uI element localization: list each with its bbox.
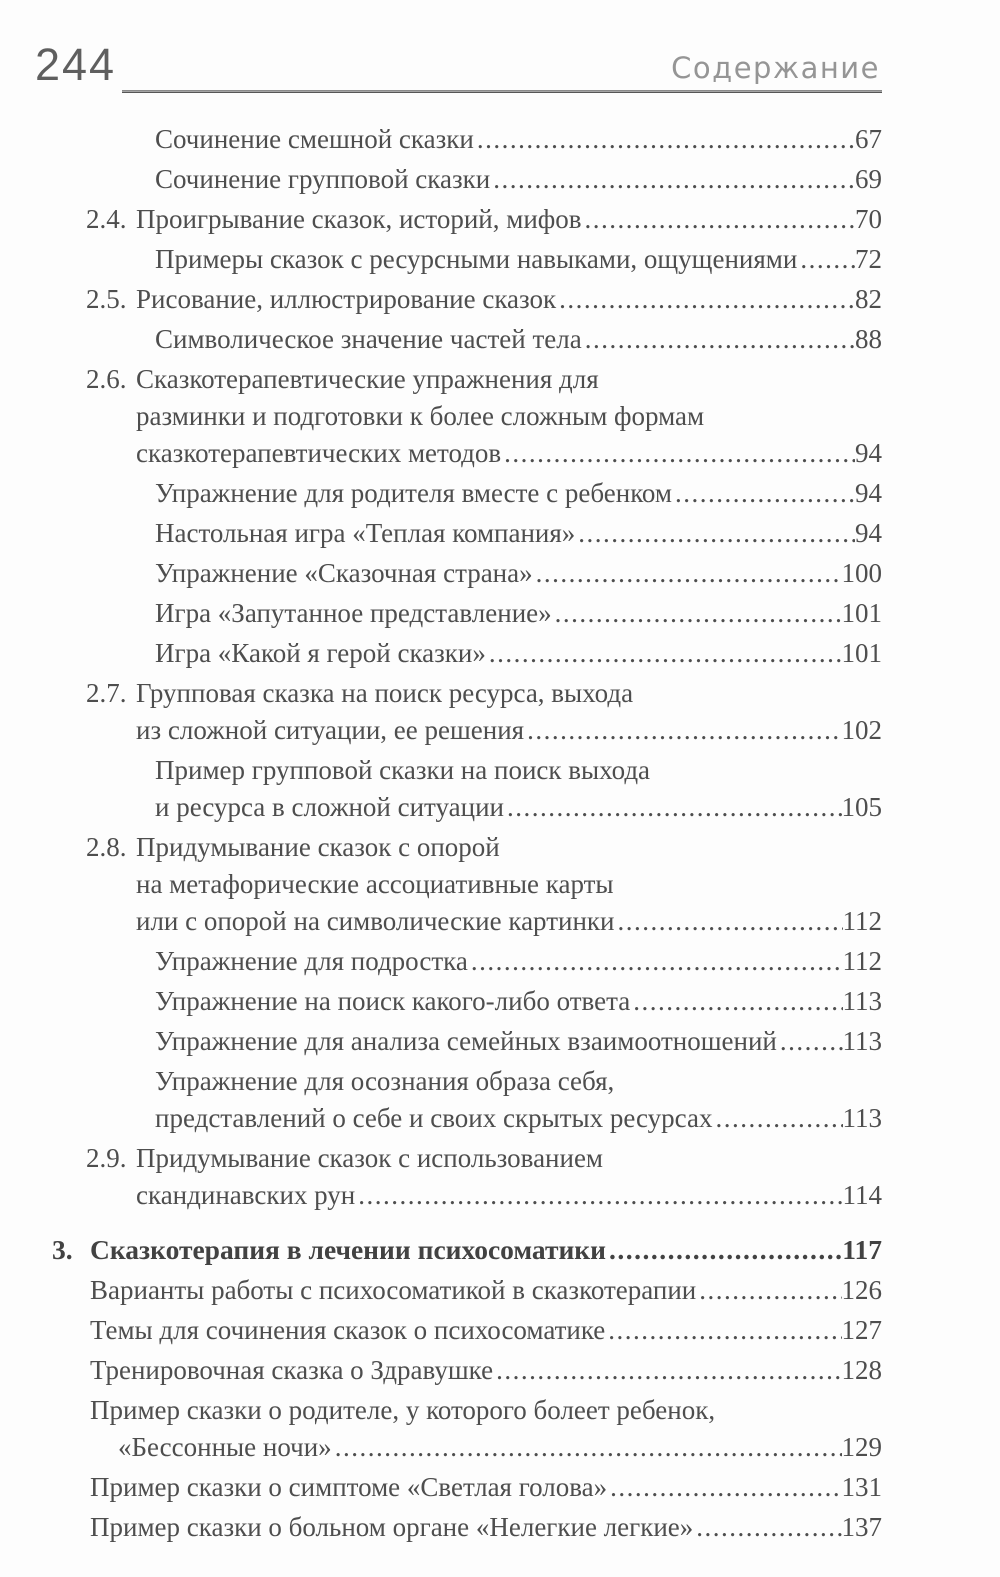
entry-title: Сочинение смешной сказки <box>155 124 474 154</box>
entry-title: Придумывание сказок с опорой <box>136 832 500 862</box>
entry-title: Упражнение для анализа семейных взаимоотношений <box>155 1026 777 1056</box>
toc-entry <box>0 1312 882 1349</box>
dot-leader <box>797 241 855 278</box>
dot-leader <box>524 712 841 749</box>
toc-line <box>0 321 882 358</box>
toc-entry <box>0 555 882 592</box>
dot-leader <box>696 1272 841 1309</box>
entry-number: 2.5. <box>86 284 127 314</box>
page-ref: 126 <box>841 1275 882 1305</box>
page-ref: 69 <box>855 164 882 194</box>
entry-title: Упражнение на поиск какого-либо ответа <box>155 986 631 1016</box>
dot-leader <box>493 1352 841 1389</box>
dot-leader <box>355 1177 842 1214</box>
dot-leader <box>606 1231 842 1268</box>
dot-leader <box>630 983 842 1020</box>
entry-title: Темы для сочинения сказок о психосоматике <box>90 1315 606 1345</box>
page-ref: 94 <box>855 478 882 508</box>
dot-leader <box>582 321 855 358</box>
entry-title: разминки и подготовки к более сложным формам <box>136 401 705 431</box>
toc-line <box>0 1352 882 1389</box>
page-ref: 70 <box>855 204 882 234</box>
toc-line <box>0 241 882 278</box>
entry-title: Пример сказки о родителе, у которого болеет ребенок, <box>90 1395 716 1425</box>
dot-leader <box>468 943 843 980</box>
toc-line <box>0 1100 882 1137</box>
page-number: 244 <box>35 39 117 90</box>
page-ref: 101 <box>841 638 882 668</box>
dot-leader <box>607 1469 841 1506</box>
toc-entry <box>0 1469 882 1506</box>
page-ref: 131 <box>841 1472 882 1502</box>
dot-leader <box>712 1100 842 1137</box>
page-ref: 129 <box>841 1432 882 1462</box>
toc-line <box>0 435 882 472</box>
toc-entry <box>0 1392 882 1466</box>
entry-title: Групповая сказка на поиск ресурса, выхода <box>136 678 634 708</box>
entry-title: представлений о себе и своих скрытых ресурсах <box>155 1103 713 1133</box>
entry-title: Варианты работы с психосоматикой в сказкотерапии <box>90 1275 697 1305</box>
toc-line <box>0 555 882 592</box>
dot-leader <box>332 1429 842 1466</box>
toc-line <box>0 712 882 749</box>
toc-entry <box>0 321 882 358</box>
toc-entry <box>0 475 882 512</box>
page-ref: 94 <box>855 438 882 468</box>
entry-title: Упражнение для осознания образа себя, <box>155 1066 615 1096</box>
toc-line <box>0 201 882 238</box>
toc-line <box>0 281 882 318</box>
entry-title: Примеры сказок с ресурсными навыками, ощущениями <box>155 244 798 274</box>
page-ref: 117 <box>842 1234 882 1265</box>
toc-entry <box>0 752 882 826</box>
page-ref: 112 <box>842 946 882 976</box>
toc-entry <box>0 1140 882 1214</box>
entry-title: из сложной ситуации, ее решения <box>136 715 525 745</box>
page-ref: 94 <box>855 518 882 548</box>
page-ref: 114 <box>842 1180 882 1210</box>
toc-line <box>0 943 882 980</box>
header-rule <box>122 90 882 93</box>
toc-entry <box>0 943 882 980</box>
entry-title: Пример сказки о больном органе «Нелегкие легкие» <box>90 1512 694 1542</box>
dot-leader <box>672 475 855 512</box>
toc-line <box>0 515 882 552</box>
page-ref: 100 <box>841 558 882 588</box>
entry-title: Придумывание сказок с использованием <box>136 1143 604 1173</box>
toc-entry <box>0 161 882 198</box>
toc-entry <box>0 201 882 238</box>
entry-title: Сказкотерапия в лечении психосоматики <box>90 1234 607 1265</box>
page-ref: 72 <box>855 244 882 274</box>
toc-entry <box>0 121 882 158</box>
entry-number: 2.7. <box>86 678 127 708</box>
page-ref: 105 <box>841 792 882 822</box>
toc-entry <box>0 635 882 672</box>
page-ref: 82 <box>855 284 882 314</box>
toc-line <box>0 361 882 398</box>
toc-line <box>0 635 882 672</box>
toc-line <box>0 983 882 1020</box>
toc-line <box>0 866 882 903</box>
entry-title: Игра «Запутанное представление» <box>155 598 552 628</box>
entry-number: 2.8. <box>86 832 127 862</box>
dot-leader <box>605 1312 841 1349</box>
dot-leader <box>582 201 855 238</box>
toc-line <box>0 1140 882 1177</box>
entry-title: Упражнение для подростка <box>155 946 468 976</box>
entry-number: 3. <box>52 1234 73 1265</box>
entry-number: 2.9. <box>86 1143 127 1173</box>
toc-entry <box>0 675 882 749</box>
toc-line <box>0 1063 882 1100</box>
entry-number: 2.6. <box>86 364 127 394</box>
page-ref: 113 <box>842 1026 882 1056</box>
dot-leader <box>556 281 855 318</box>
dot-leader <box>501 435 855 472</box>
toc-entry <box>0 1272 882 1309</box>
toc-line <box>0 829 882 866</box>
page-ref: 101 <box>841 598 882 628</box>
entry-title: Пример групповой сказки на поиск выхода <box>155 755 651 785</box>
dot-leader <box>777 1023 843 1060</box>
entry-title: Пример сказки о симптоме «Светлая голова» <box>90 1472 608 1502</box>
dot-leader <box>486 635 842 672</box>
page-ref: 88 <box>855 324 882 354</box>
toc-line <box>0 1469 882 1506</box>
entry-title: Символическое значение частей тела <box>155 324 582 354</box>
entry-number: 2.4. <box>86 204 127 234</box>
toc-entry <box>0 595 882 632</box>
toc-entry <box>0 241 882 278</box>
toc-entry <box>0 361 882 472</box>
entry-title: скандинавских рун <box>136 1180 356 1210</box>
dot-leader <box>552 595 842 632</box>
toc-line <box>0 475 882 512</box>
toc-line <box>0 1429 882 1466</box>
toc-line <box>0 1509 882 1546</box>
toc-line <box>0 675 882 712</box>
toc-entry <box>0 829 882 940</box>
toc-line <box>0 903 882 940</box>
toc-line <box>0 1272 882 1309</box>
entry-title: Рисование, иллюстрирование сказок <box>136 284 557 314</box>
entry-title: на метафорические ассоциативные карты <box>136 869 614 899</box>
toc-line <box>0 1023 882 1060</box>
entry-title: «Бессонные ночи» <box>118 1432 332 1462</box>
toc-entry <box>0 1352 882 1389</box>
toc-line <box>0 121 882 158</box>
toc-line <box>0 1231 882 1268</box>
toc-line <box>0 398 882 435</box>
toc-line <box>0 1392 882 1429</box>
entry-title: Проигрывание сказок, историй, мифов <box>136 204 582 234</box>
entry-title: сказкотерапевтических методов <box>136 438 502 468</box>
dot-leader <box>693 1509 841 1546</box>
toc-line <box>0 1312 882 1349</box>
toc-entry <box>0 281 882 318</box>
toc-entry <box>0 1231 882 1268</box>
toc-entry <box>0 515 882 552</box>
toc-line <box>0 1177 882 1214</box>
toc-line <box>0 595 882 632</box>
toc-entry <box>0 1063 882 1137</box>
page-ref: 67 <box>855 124 882 154</box>
page-ref: 128 <box>841 1355 882 1385</box>
toc-line <box>0 752 882 789</box>
dot-leader <box>575 515 855 552</box>
entry-title: Настольная игра «Теплая компания» <box>155 518 576 548</box>
entry-title: Тренировочная сказка о Здравушке <box>90 1355 494 1385</box>
entry-title: Упражнение для родителя вместе с ребенком <box>155 478 673 508</box>
page-ref: 113 <box>842 986 882 1016</box>
dot-leader <box>490 161 855 198</box>
entry-title: Игра «Какой я герой сказки» <box>155 638 486 668</box>
toc-line <box>0 161 882 198</box>
toc-line <box>0 789 882 826</box>
dot-leader <box>614 903 842 940</box>
entry-title: Сказкотерапевтические упражнения для <box>136 364 599 394</box>
table-of-contents <box>0 121 882 1549</box>
entry-title: и ресурса в сложной ситуации <box>155 792 504 822</box>
toc-entry <box>0 983 882 1020</box>
entry-title: Упражнение «Сказочная страна» <box>155 558 533 588</box>
page-ref: 137 <box>841 1512 882 1542</box>
toc-entry <box>0 1023 882 1060</box>
dot-leader <box>504 789 842 826</box>
page-ref: 127 <box>841 1315 882 1345</box>
page-title: Содержание <box>671 51 880 85</box>
page-ref: 112 <box>842 906 882 936</box>
page-ref: 102 <box>841 715 882 745</box>
dot-leader <box>533 555 842 592</box>
entry-title: или с опорой на символические картинки <box>136 906 615 936</box>
entry-title: Сочинение групповой сказки <box>155 164 491 194</box>
page-ref: 113 <box>842 1103 882 1133</box>
toc-entry <box>0 1509 882 1546</box>
dot-leader <box>474 121 855 158</box>
